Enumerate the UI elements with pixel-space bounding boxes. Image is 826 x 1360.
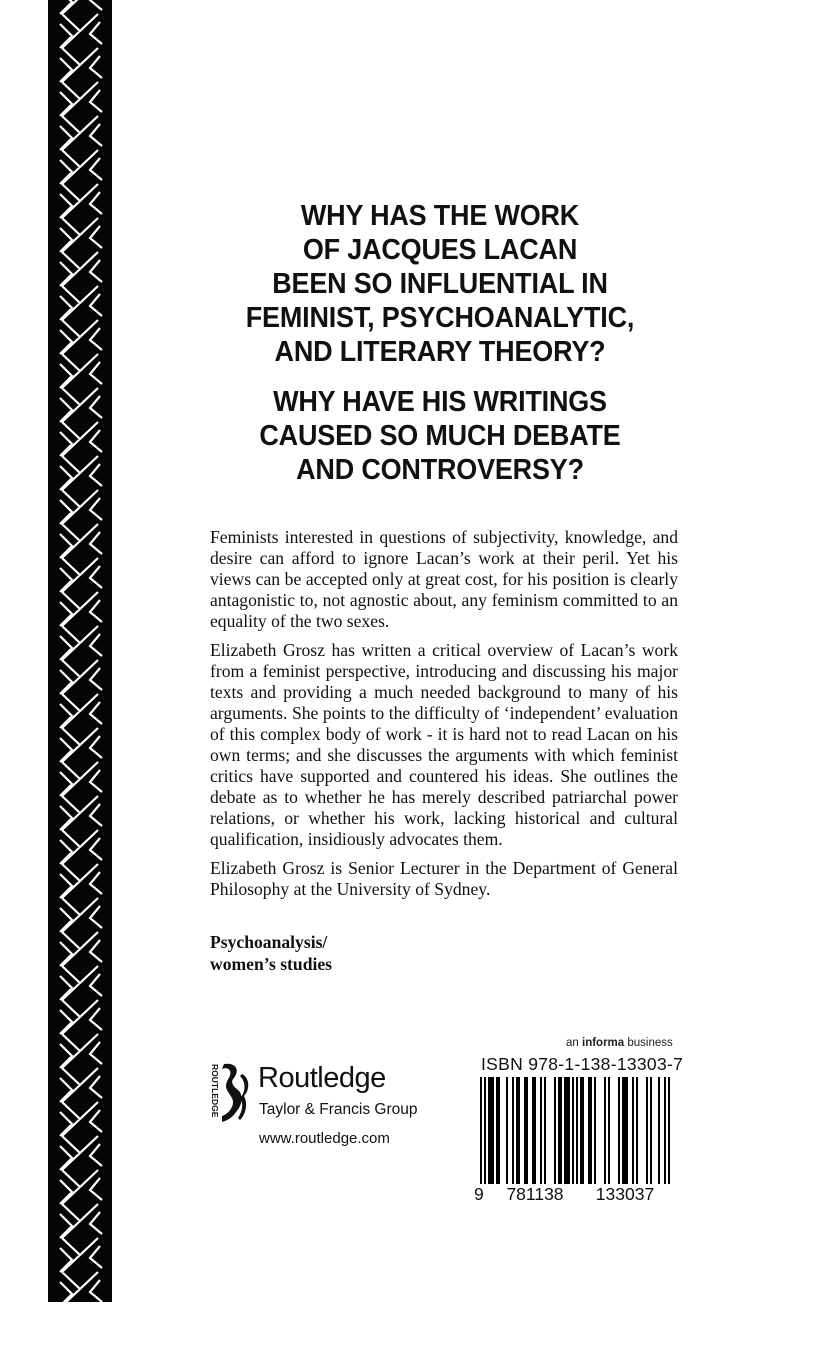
barcode-bar (568, 1077, 570, 1187)
barcode-bar (484, 1077, 486, 1197)
barcode-bar (576, 1077, 578, 1197)
barcode-bar (646, 1077, 648, 1187)
barcode-bar (580, 1077, 582, 1187)
headline-line: AND LITERARY THEORY? (274, 336, 606, 368)
routledge-logo-icon (200, 1060, 252, 1129)
barcode-bar (594, 1077, 596, 1187)
barcode-bar (608, 1077, 610, 1187)
barcode-bar (544, 1077, 546, 1187)
headline-line: WHY HAS THE WORK (300, 200, 580, 232)
publisher-website[interactable]: www.routledge.com (259, 1130, 390, 1147)
author-bio: Elizabeth Grosz is Senior Lecturer in the Department of General Philosophy at the University of Sydney. (210, 858, 678, 899)
barcode-first-digit: 9 (474, 1184, 484, 1204)
barcode-bar (624, 1077, 626, 1187)
publisher-group: Taylor & Francis Group (259, 1101, 418, 1118)
barcode-bar (488, 1077, 490, 1187)
barcode-bar (604, 1077, 606, 1187)
barcode-bar (622, 1077, 624, 1187)
barcode-bar (636, 1077, 638, 1187)
informa-business-tag (566, 1037, 673, 1049)
headline-line: WHY HAVE HIS WRITINGS (273, 386, 607, 418)
subject-category (210, 931, 332, 975)
barcode-bar (534, 1077, 536, 1187)
blurb-paragraph-intro: Feminists interested in questions of subjectivity, knowledge, and desire can afford to ignore Lacan’s work at their peril. Yet his views can be accepted only at great cost, for his position is clearly antagonistic to, not agnostic about, any feminism committed to an equality of the two sexes. (210, 527, 678, 631)
headline-question-1 (217, 199, 663, 369)
headline-line: AND CONTROVERSY? (296, 454, 584, 486)
barcode-bar (540, 1077, 542, 1187)
barcode-bar (554, 1077, 556, 1187)
barcode-bar (526, 1077, 528, 1187)
informa-suffix: business (627, 1037, 673, 1049)
barcode-bar (564, 1077, 566, 1187)
informa-prefix: an (566, 1037, 579, 1049)
headline-line: OF JACQUES LACAN (302, 234, 578, 266)
headline-question-2 (217, 385, 663, 487)
barcode-digits (474, 1184, 674, 1206)
barcode-bar (632, 1077, 634, 1187)
barcode-bar (658, 1077, 660, 1187)
barcode-bar (626, 1077, 628, 1187)
barcode-bar (558, 1077, 560, 1187)
barcode-bar (650, 1077, 652, 1187)
barcode-bar (566, 1077, 568, 1187)
barcode-bar (506, 1077, 508, 1187)
spine-pattern (48, 0, 112, 1302)
blurb-text (210, 527, 678, 908)
barcode-bar (516, 1077, 518, 1187)
barcode-bar (590, 1077, 592, 1187)
barcode-right-group: 133037 (582, 1184, 668, 1205)
barcode-bar (532, 1077, 534, 1187)
category-line: Psychoanalysis/ (210, 932, 328, 952)
barcode-bar (480, 1077, 482, 1197)
informa-brand: informa (582, 1037, 625, 1049)
headline-line: FEMINIST, PSYCHOANALYTIC, (245, 302, 635, 334)
headline-line: CAUSED SO MUCH DEBATE (259, 420, 621, 452)
headline-line: BEEN SO INFLUENTIAL IN (272, 268, 608, 300)
publisher-name: Routledge (258, 1062, 386, 1094)
barcode-bar (524, 1077, 526, 1187)
barcode-bar (518, 1077, 520, 1187)
blurb-paragraph-overview: Elizabeth Grosz has written a critical overview of Lacan’s work from a feminist perspective, introducing and discussing his major texts and providing a much needed background to many of his arguments. She points to the difficulty of ‘independent’ evaluation of this complex body of work - it is hard not to read Lacan on his own terms; and she discusses the arguments with which feminist critics have supported and countered his ideas. She outlines the debate as to whether he has merely described patriarchal power relations, or whether his work, lacking historical and cultural qualification, insidiously advocates them. (210, 640, 678, 849)
barcode-bar (668, 1077, 670, 1197)
barcode-bar (664, 1077, 666, 1197)
barcode-left-group: 781138 (492, 1184, 578, 1205)
barcode-bar (498, 1077, 500, 1187)
barcode-bar (588, 1077, 590, 1187)
barcode-bar (618, 1077, 620, 1187)
category-line: women’s studies (210, 954, 333, 974)
barcode-bar (512, 1077, 514, 1187)
barcode-icon (474, 1077, 674, 1197)
barcode-bar (582, 1077, 584, 1187)
barcode-bar (490, 1077, 492, 1187)
isbn-number: ISBN 978-1-138-13303-7 (481, 1054, 684, 1074)
barcode-bar (572, 1077, 574, 1197)
svg-text:ROUTLEDGE: ROUTLEDGE (210, 1064, 220, 1118)
barcode-bar (496, 1077, 498, 1187)
barcode-bar (492, 1077, 494, 1187)
barcode-bar (560, 1077, 562, 1187)
